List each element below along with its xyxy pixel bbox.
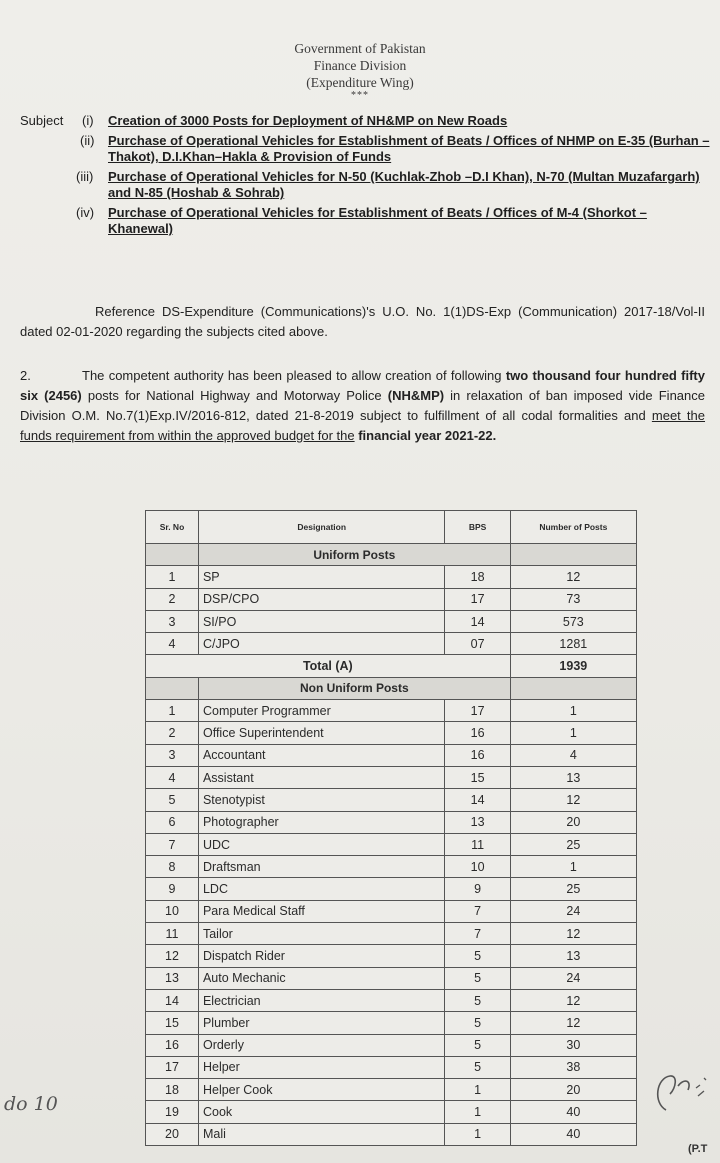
cell-number-of-posts: 13 <box>510 766 636 788</box>
cell-sr-no: 1 <box>146 566 199 588</box>
nhmp-abbreviation: (NH&MP) <box>387 388 445 403</box>
posts-table <box>145 510 637 1146</box>
cell-number-of-posts: 1 <box>510 722 636 744</box>
table-row <box>146 833 637 855</box>
cell-number-of-posts: 30 <box>510 1034 636 1056</box>
subject-block <box>20 113 710 241</box>
cell-bps: 1 <box>445 1079 510 1101</box>
handwritten-initials-icon <box>648 1058 718 1128</box>
cell-sr-no: 1 <box>146 700 199 722</box>
cell-bps: 11 <box>445 833 510 855</box>
cell-sr-no: 5 <box>146 789 199 811</box>
table-row <box>146 722 637 744</box>
header-designation: Designation <box>198 511 445 544</box>
table-row <box>146 1101 637 1123</box>
cell-sr-no: 10 <box>146 900 199 922</box>
cell-bps: 5 <box>445 945 510 967</box>
table-row <box>146 1123 637 1145</box>
cell-number-of-posts: 25 <box>510 878 636 900</box>
cell-bps: 7 <box>445 923 510 945</box>
cell-sr-no: 12 <box>146 945 199 967</box>
paragraph-text: posts for National Highway and Motorway Police <box>81 388 388 403</box>
table-row <box>146 633 637 655</box>
cell-number-of-posts: 12 <box>510 923 636 945</box>
cell-sr-no: 6 <box>146 811 199 833</box>
cell-bps: 5 <box>445 1056 510 1078</box>
cell-bps: 5 <box>445 1034 510 1056</box>
cell-bps: 5 <box>445 989 510 1011</box>
page-turn-over-note: (P.T <box>688 1143 708 1155</box>
table-header-row <box>146 511 637 544</box>
letterhead-line-3: (Expenditure Wing) <box>306 75 414 90</box>
cell-sr-no: 4 <box>146 766 199 788</box>
cell-number-of-posts: 40 <box>510 1101 636 1123</box>
cell-designation: Dispatch Rider <box>198 945 445 967</box>
table-row <box>146 1012 637 1034</box>
cell-designation: Photographer <box>198 811 445 833</box>
cell-sr-no: 3 <box>146 610 199 632</box>
cell-sr-no: 15 <box>146 1012 199 1034</box>
cell-designation: Mali <box>198 1123 445 1145</box>
cell-sr-no: 17 <box>146 1056 199 1078</box>
cell-designation: LDC <box>198 878 445 900</box>
table-row <box>146 856 637 878</box>
cell-designation: Helper <box>198 1056 445 1078</box>
table-body <box>146 544 637 1146</box>
total-value: 1939 <box>510 655 636 677</box>
cell-sr-no: 4 <box>146 633 199 655</box>
cell-number-of-posts: 12 <box>510 789 636 811</box>
table-row <box>146 789 637 811</box>
table-row <box>146 1056 637 1078</box>
subject-item-text: Purchase of Operational Vehicles for Establishment of Beats / Offices of NHMP on E-35 (Burhan – Thakot), D.I.Khan–Hakla & Provision of Funds <box>108 133 710 164</box>
cell-designation: Para Medical Staff <box>198 900 445 922</box>
cell-sr-no: 7 <box>146 833 199 855</box>
subject-item-number: (iii) <box>76 169 94 184</box>
cell-bps: 1 <box>445 1123 510 1145</box>
paragraph-text: in relaxation of ban imposed vide Finance Division O.M. No.7(1)Exp.IV/2016-812, dated 21-8-2019 subject to fulfillment of all codal formalities and <box>20 388 705 423</box>
cell-bps: 16 <box>445 744 510 766</box>
subject-item-number: (i) <box>82 113 94 128</box>
header-number-of-posts: Number of Posts <box>510 511 636 544</box>
header-sr-no: Sr. No <box>146 511 199 544</box>
subject-item-number: (ii) <box>80 133 95 148</box>
cell-designation: Assistant <box>198 766 445 788</box>
header-bps: BPS <box>445 511 510 544</box>
subject-label: Subject <box>20 113 64 128</box>
subject-item-2 <box>20 133 710 165</box>
subject-item-number: (iv) <box>76 205 95 220</box>
cell-designation: Accountant <box>198 744 445 766</box>
table-row <box>146 923 637 945</box>
letterhead-line-2: Finance Division <box>313 58 407 73</box>
cell-number-of-posts: 20 <box>510 811 636 833</box>
letterhead-stars: *** <box>351 90 369 101</box>
section-non-uniform-posts <box>146 677 637 699</box>
cell-designation: SP <box>198 566 445 588</box>
table-row <box>146 1034 637 1056</box>
cell-designation: C/JPO <box>198 633 445 655</box>
cell-number-of-posts: 1 <box>510 856 636 878</box>
cell-bps: 18 <box>445 566 510 588</box>
table-row <box>146 700 637 722</box>
cell-sr-no: 9 <box>146 878 199 900</box>
subject-item-text: Purchase of Operational Vehicles for N-50 (Kuchlak-Zhob –D.I Khan), N-70 (Multan Muzafargarh) and N-85 (Hoshab & Sohrab) <box>108 169 700 200</box>
letterhead <box>0 40 720 101</box>
letterhead-line-1: Government of Pakistan <box>294 41 426 56</box>
total-label: Total (A) <box>146 655 511 677</box>
cell-sr-no: 19 <box>146 1101 199 1123</box>
cell-bps: 17 <box>445 700 510 722</box>
table-row <box>146 878 637 900</box>
cell-sr-no: 3 <box>146 744 199 766</box>
cell-bps: 7 <box>445 900 510 922</box>
cell-sr-no: 2 <box>146 722 199 744</box>
section-uniform-posts <box>146 544 637 566</box>
cell-designation: SI/PO <box>198 610 445 632</box>
cell-number-of-posts: 20 <box>510 1079 636 1101</box>
cell-sr-no: 20 <box>146 1123 199 1145</box>
table-row <box>146 900 637 922</box>
cell-designation: Plumber <box>198 1012 445 1034</box>
cell-sr-no: 14 <box>146 989 199 1011</box>
posts-count-words: two thousand four hundred fifty six (2456) <box>20 368 705 403</box>
cell-number-of-posts: 24 <box>510 967 636 989</box>
reference-text: Reference DS-Expenditure (Communications)'s U.O. No. 1(1)DS-Exp (Communication) 2017-18/Vol-II dated 02-01-2020 regarding the subjects cited above. <box>20 304 705 339</box>
cell-sr-no: 8 <box>146 856 199 878</box>
section-title: Non Uniform Posts <box>198 677 510 699</box>
table-row <box>146 744 637 766</box>
cell-designation: DSP/CPO <box>198 588 445 610</box>
table-row <box>146 766 637 788</box>
table-row <box>146 566 637 588</box>
cell-number-of-posts: 1 <box>510 700 636 722</box>
cell-bps: 5 <box>445 1012 510 1034</box>
cell-designation: Computer Programmer <box>198 700 445 722</box>
subject-item-text: Purchase of Operational Vehicles for Establishment of Beats / Offices of M-4 (Shorkot – Khanewal) <box>108 205 647 236</box>
cell-bps: 9 <box>445 878 510 900</box>
total-row <box>146 655 637 677</box>
cell-sr-no: 18 <box>146 1079 199 1101</box>
cell-bps: 13 <box>445 811 510 833</box>
subject-item-text: Creation of 3000 Posts for Deployment of NH&MP on New Roads <box>108 113 508 128</box>
cell-sr-no: 11 <box>146 923 199 945</box>
cell-sr-no: 13 <box>146 967 199 989</box>
cell-number-of-posts: 40 <box>510 1123 636 1145</box>
cell-designation: Helper Cook <box>198 1079 445 1101</box>
paragraph-number: 2. <box>20 368 31 383</box>
cell-designation: Stenotypist <box>198 789 445 811</box>
table-row <box>146 967 637 989</box>
table-row <box>146 588 637 610</box>
table-row <box>146 1079 637 1101</box>
cell-number-of-posts: 4 <box>510 744 636 766</box>
cell-bps: 14 <box>445 789 510 811</box>
cell-designation: Auto Mechanic <box>198 967 445 989</box>
cell-designation: Orderly <box>198 1034 445 1056</box>
section-title: Uniform Posts <box>198 544 510 566</box>
cell-number-of-posts: 24 <box>510 900 636 922</box>
cell-number-of-posts: 73 <box>510 588 636 610</box>
handwritten-margin-note: do 10 <box>4 1093 58 1115</box>
cell-number-of-posts: 12 <box>510 566 636 588</box>
cell-number-of-posts: 12 <box>510 989 636 1011</box>
subject-item-4 <box>20 205 710 237</box>
cell-bps: 10 <box>445 856 510 878</box>
cell-designation: Cook <box>198 1101 445 1123</box>
table-row <box>146 989 637 1011</box>
cell-number-of-posts: 12 <box>510 1012 636 1034</box>
cell-bps: 15 <box>445 766 510 788</box>
cell-designation: UDC <box>198 833 445 855</box>
underlined-phrase: meet the funds requirement from within the approved budget for the <box>20 408 706 443</box>
cell-number-of-posts: 25 <box>510 833 636 855</box>
cell-sr-no: 16 <box>146 1034 199 1056</box>
table-row <box>146 945 637 967</box>
cell-designation: Tailor <box>198 923 445 945</box>
cell-number-of-posts: 38 <box>510 1056 636 1078</box>
cell-bps: 14 <box>445 610 510 632</box>
cell-bps: 1 <box>445 1101 510 1123</box>
cell-bps: 07 <box>445 633 510 655</box>
cell-number-of-posts: 1281 <box>510 633 636 655</box>
cell-designation: Electrician <box>198 989 445 1011</box>
financial-year: financial year 2021-22. <box>358 428 497 443</box>
reference-paragraph <box>20 302 705 342</box>
cell-bps: 17 <box>445 588 510 610</box>
paragraph-text: The competent authority has been pleased to allow creation of following <box>82 368 506 383</box>
cell-sr-no: 2 <box>146 588 199 610</box>
table-row <box>146 610 637 632</box>
cell-designation: Office Superintendent <box>198 722 445 744</box>
cell-number-of-posts: 573 <box>510 610 636 632</box>
paragraph-2 <box>20 366 705 446</box>
cell-designation: Draftsman <box>198 856 445 878</box>
cell-number-of-posts: 13 <box>510 945 636 967</box>
subject-item-1 <box>20 113 710 129</box>
cell-bps: 5 <box>445 967 510 989</box>
cell-bps: 16 <box>445 722 510 744</box>
subject-item-3 <box>20 169 710 201</box>
table-row <box>146 811 637 833</box>
